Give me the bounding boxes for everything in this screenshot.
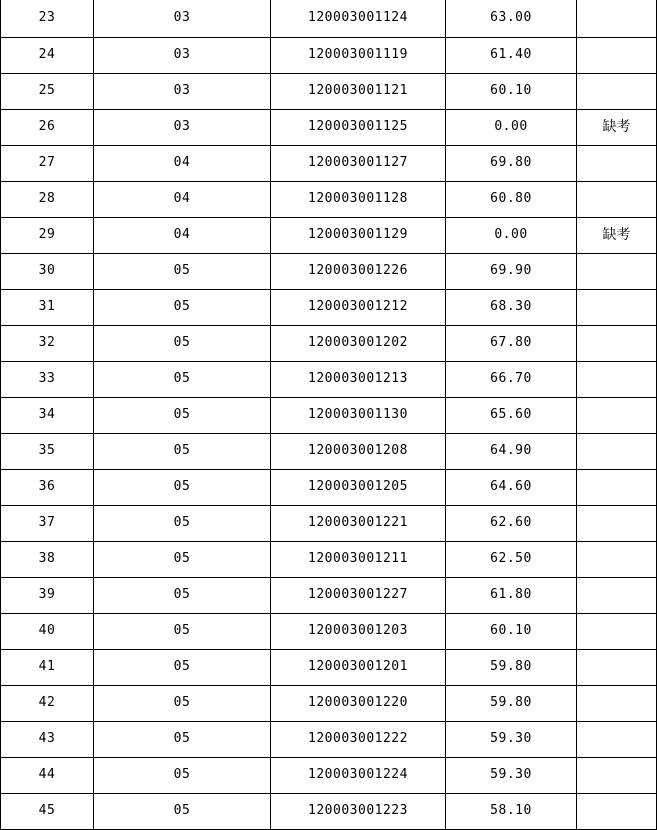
cell-score: 61.40: [446, 37, 577, 73]
cell-sequence-number: 37: [1, 505, 94, 541]
cell-score: 64.90: [446, 433, 577, 469]
cell-exam-id: 120003001128: [271, 181, 446, 217]
cell-group-code: 05: [94, 253, 271, 289]
table-row: [1, 325, 657, 361]
cell-note: [577, 685, 657, 721]
cell-group-code: 05: [94, 685, 271, 721]
cell-note: [577, 505, 657, 541]
table-row: [1, 469, 657, 505]
cell-note: [577, 757, 657, 793]
cell-group-code: 05: [94, 541, 271, 577]
cell-exam-id: 120003001212: [271, 289, 446, 325]
cell-sequence-number: 30: [1, 253, 94, 289]
cell-exam-id: 120003001221: [271, 505, 446, 541]
table-row: [1, 253, 657, 289]
cell-exam-id: 120003001124: [271, 0, 446, 37]
cell-exam-id: 120003001202: [271, 325, 446, 361]
cell-exam-id: 120003001127: [271, 145, 446, 181]
cell-group-code: 04: [94, 145, 271, 181]
table-row: [1, 685, 657, 721]
cell-score: 63.00: [446, 0, 577, 37]
cell-sequence-number: 41: [1, 649, 94, 685]
cell-exam-id: 120003001125: [271, 109, 446, 145]
cell-note: [577, 37, 657, 73]
cell-group-code: 05: [94, 649, 271, 685]
cell-exam-id: 120003001211: [271, 541, 446, 577]
table-row: [1, 649, 657, 685]
cell-sequence-number: 35: [1, 433, 94, 469]
cell-score: 59.80: [446, 649, 577, 685]
cell-sequence-number: 29: [1, 217, 94, 253]
cell-exam-id: 120003001224: [271, 757, 446, 793]
cell-group-code: 05: [94, 505, 271, 541]
cell-exam-id: 120003001220: [271, 685, 446, 721]
cell-sequence-number: 43: [1, 721, 94, 757]
table-row: [1, 577, 657, 613]
cell-note: [577, 721, 657, 757]
cell-group-code: 05: [94, 577, 271, 613]
table-row: [1, 541, 657, 577]
cell-group-code: 03: [94, 0, 271, 37]
cell-group-code: 05: [94, 721, 271, 757]
cell-score: 61.80: [446, 577, 577, 613]
table-row: [1, 0, 657, 37]
cell-note: [577, 325, 657, 361]
cell-exam-id: 120003001129: [271, 217, 446, 253]
cell-score: 60.80: [446, 181, 577, 217]
cell-group-code: 05: [94, 397, 271, 433]
table-row: [1, 181, 657, 217]
cell-exam-id: 120003001227: [271, 577, 446, 613]
cell-note: [577, 793, 657, 829]
cell-sequence-number: 26: [1, 109, 94, 145]
cell-score: 66.70: [446, 361, 577, 397]
table-row: [1, 37, 657, 73]
score-table-body: [1, 0, 657, 829]
cell-sequence-number: 44: [1, 757, 94, 793]
table-row: [1, 613, 657, 649]
cell-exam-id: 120003001130: [271, 397, 446, 433]
cell-group-code: 05: [94, 289, 271, 325]
cell-score: 65.60: [446, 397, 577, 433]
cell-group-code: 03: [94, 73, 271, 109]
cell-group-code: 03: [94, 109, 271, 145]
cell-note: [577, 289, 657, 325]
cell-sequence-number: 33: [1, 361, 94, 397]
cell-score: 64.60: [446, 469, 577, 505]
table-row: [1, 721, 657, 757]
cell-exam-id: 120003001121: [271, 73, 446, 109]
cell-score: 0.00: [446, 109, 577, 145]
cell-sequence-number: 27: [1, 145, 94, 181]
table-row: [1, 757, 657, 793]
cell-note: [577, 361, 657, 397]
cell-exam-id: 120003001119: [271, 37, 446, 73]
cell-sequence-number: 38: [1, 541, 94, 577]
cell-score: 59.30: [446, 757, 577, 793]
cell-score: 69.90: [446, 253, 577, 289]
cell-score: 62.60: [446, 505, 577, 541]
table-row: [1, 109, 657, 145]
cell-note: [577, 253, 657, 289]
cell-exam-id: 120003001203: [271, 613, 446, 649]
cell-sequence-number: 28: [1, 181, 94, 217]
cell-sequence-number: 31: [1, 289, 94, 325]
cell-sequence-number: 23: [1, 0, 94, 37]
cell-score: 68.30: [446, 289, 577, 325]
cell-sequence-number: 36: [1, 469, 94, 505]
cell-note: [577, 433, 657, 469]
cell-score: 59.80: [446, 685, 577, 721]
table-row: [1, 73, 657, 109]
cell-sequence-number: 34: [1, 397, 94, 433]
cell-note: 缺考: [577, 109, 657, 145]
cell-group-code: 05: [94, 469, 271, 505]
cell-note: [577, 181, 657, 217]
cell-group-code: 05: [94, 613, 271, 649]
cell-score: 58.10: [446, 793, 577, 829]
table-row: [1, 145, 657, 181]
cell-note: [577, 613, 657, 649]
table-row: [1, 289, 657, 325]
cell-group-code: 04: [94, 181, 271, 217]
cell-exam-id: 120003001223: [271, 793, 446, 829]
cell-exam-id: 120003001213: [271, 361, 446, 397]
cell-score: 67.80: [446, 325, 577, 361]
cell-group-code: 03: [94, 37, 271, 73]
cell-sequence-number: 25: [1, 73, 94, 109]
cell-exam-id: 120003001201: [271, 649, 446, 685]
table-row: [1, 397, 657, 433]
table-row: [1, 505, 657, 541]
table-row: [1, 217, 657, 253]
cell-note: [577, 577, 657, 613]
cell-note: [577, 0, 657, 37]
cell-note: [577, 541, 657, 577]
table-row: [1, 793, 657, 829]
cell-score: 60.10: [446, 73, 577, 109]
cell-sequence-number: 40: [1, 613, 94, 649]
cell-sequence-number: 45: [1, 793, 94, 829]
cell-score: 0.00: [446, 217, 577, 253]
cell-score: 60.10: [446, 613, 577, 649]
cell-exam-id: 120003001208: [271, 433, 446, 469]
cell-group-code: 05: [94, 757, 271, 793]
cell-score: 69.80: [446, 145, 577, 181]
cell-note: [577, 469, 657, 505]
cell-exam-id: 120003001226: [271, 253, 446, 289]
cell-group-code: 04: [94, 217, 271, 253]
cell-exam-id: 120003001222: [271, 721, 446, 757]
cell-sequence-number: 32: [1, 325, 94, 361]
cell-group-code: 05: [94, 325, 271, 361]
cell-sequence-number: 39: [1, 577, 94, 613]
cell-group-code: 05: [94, 361, 271, 397]
cell-group-code: 05: [94, 433, 271, 469]
table-row: [1, 433, 657, 469]
cell-note: [577, 73, 657, 109]
cell-note: [577, 397, 657, 433]
cell-score: 62.50: [446, 541, 577, 577]
cell-sequence-number: 42: [1, 685, 94, 721]
table-row: [1, 361, 657, 397]
cell-note: [577, 649, 657, 685]
cell-note: [577, 145, 657, 181]
cell-sequence-number: 24: [1, 37, 94, 73]
cell-note: 缺考: [577, 217, 657, 253]
cell-exam-id: 120003001205: [271, 469, 446, 505]
cell-group-code: 05: [94, 793, 271, 829]
cell-score: 59.30: [446, 721, 577, 757]
